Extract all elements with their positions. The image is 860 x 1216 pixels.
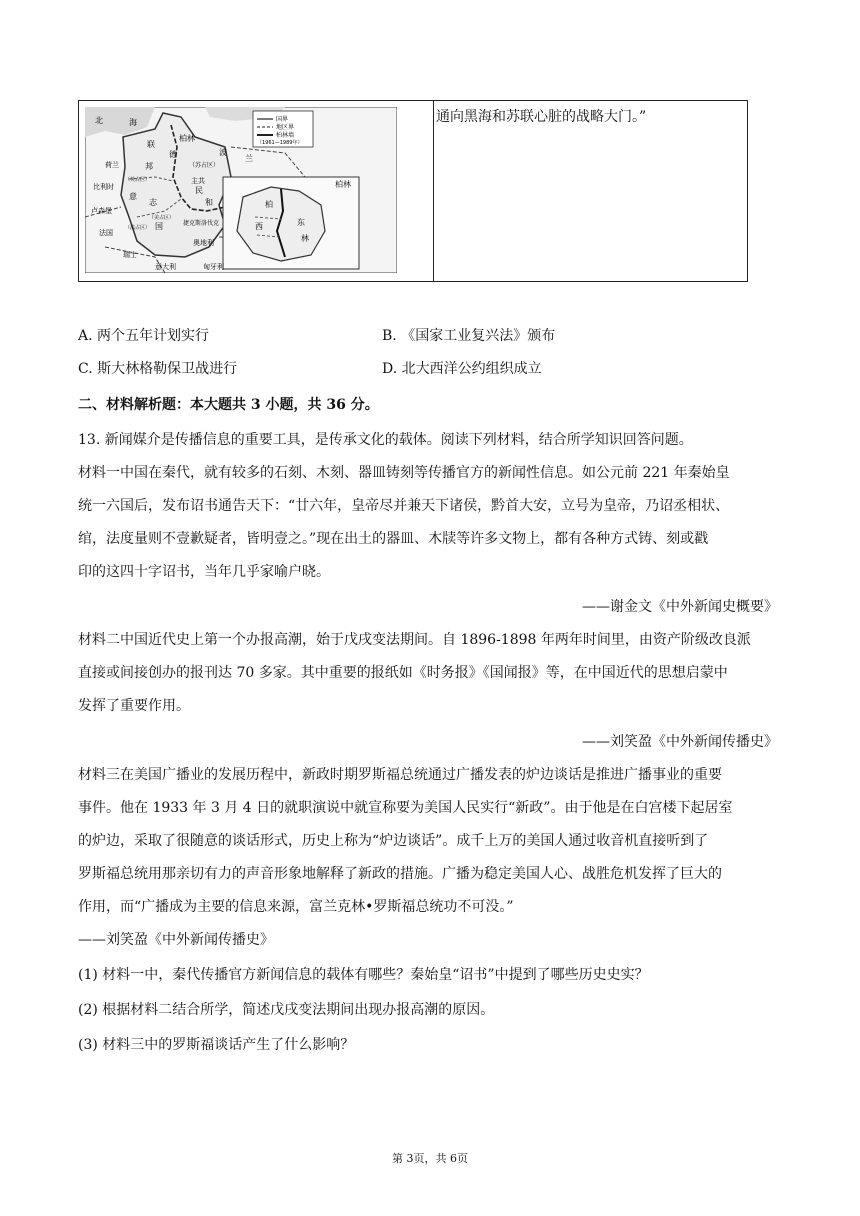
map-label-berlin: 柏林 (179, 134, 195, 143)
m2-line-2: 直接或间接创办的报刊达 70 多家。其中重要的报纸如《时务报》《国闻报》等，在中国近代的思想启蒙中 (78, 665, 728, 681)
legend-label-region: 地区界 (276, 124, 295, 131)
option-c: C. 斯大林格勒保卫战进行 (78, 361, 238, 377)
map-label-switzerland: 瑞士 (123, 251, 137, 259)
map-label-czech: 捷克斯洛伐克 (183, 220, 220, 227)
inset-label-bo: 柏 (265, 200, 273, 209)
map-label-french-zone: （法占区） (125, 225, 151, 231)
map-label-zhi: 志 (149, 198, 157, 207)
option-a: A. 两个五年计划实行 (78, 328, 210, 344)
m2-line-1: 材料二中国近代史上第一个办报高潮，始于戊戌变法期间。自 1896-1898 年两年时间里，由资产阶级改良派 (78, 632, 751, 648)
m3-line-2: 事件。他在 1933 年 3 月 4 日的就职演说中就宣称要为美国人民实行“新政”。由于他是在白宫楼下起居室 (78, 800, 733, 816)
m1-line-2: 统一六国后，发布诏书通告天下：“廿六年，皇帝尽并兼天下诸侯，黔首大安，立号为皇帝，乃诏丞相状、 (78, 498, 730, 514)
map-label-lan: 兰 (245, 154, 253, 163)
map-label-british-zone: （英占区） (125, 177, 151, 183)
map-label-north: 北 (95, 116, 103, 125)
m2-source: ——刘笑盈《中外新闻传播史》 (582, 734, 778, 750)
m3-line-4: 罗斯福总统用那亲切有力的声音形象地解释了新政的措施。广播为稳定美国人心、战胜危机发挥了巨大的 (78, 866, 722, 882)
option-b: B. 《国家工业复兴法》颁布 (382, 328, 556, 344)
map-label-austria: 奥地利 (193, 239, 214, 247)
map-label-bang: 邦 (145, 162, 153, 171)
m3-line-5: 作用，而“广播成为主要的信息来源，富兰克林•罗斯福总统功不可没。” (78, 899, 514, 915)
map-svg (85, 107, 397, 273)
inset-label-east: 东 (297, 218, 305, 227)
sub-question-2: (2) 根据材料二结合所学，简述戊戌变法期间出现办报高潮的原因。 (78, 1002, 495, 1018)
table-divider (433, 101, 434, 281)
m1-line-4: 印的这四十字诏书，当年几乎家喻户晓。 (78, 564, 330, 580)
inset-label-west: 西 (255, 222, 263, 231)
germany-division-map (85, 107, 397, 273)
legend-note: （1961—1989年） (257, 140, 303, 146)
m3-source: ——刘笑盈《中外新闻传播史》 (78, 932, 274, 948)
map-label-east-region: （苏占区） (189, 162, 220, 169)
map-label-france: 法国 (99, 229, 113, 237)
inset-label-berlin: 柏林 (335, 180, 351, 189)
m3-line-1: 材料三在美国广播业的发展历程中，新政时期罗斯福总统通过广播发表的炉边谈话是推进广播事业的重要 (78, 767, 722, 783)
map-label-lian: 联 (147, 140, 155, 149)
quote-cell: 通向黑海和苏联心脏的战略大门。” (436, 109, 647, 125)
question-table (78, 100, 748, 282)
map-label-netherlands: 荷兰 (105, 161, 119, 169)
map-label-hungary: 匈牙利 (203, 263, 224, 271)
legend-label-border: 国界 (276, 116, 289, 123)
section-heading: 二、材料解析题：本大题共 3 小题，共 36 分。 (78, 397, 379, 413)
map-label-zhugong: 主共 (191, 177, 205, 185)
m2-line-3: 发挥了重要作用。 (78, 698, 190, 714)
map-label-bo: 波 (219, 148, 227, 157)
map-label-italy: 意大利 (155, 263, 176, 271)
map-label-sea: 海 (129, 118, 137, 127)
sub-question-3: (3) 材料三中的罗斯福谈话产生了什么影响？ (78, 1037, 355, 1053)
m1-line-1: 材料一中国在秦代，就有较多的石刻、木刻、器皿铸刻等传播官方的新闻性信息。如公元前 221 年秦始皇 (78, 465, 730, 481)
map-label-belgium: 比利时 (93, 183, 114, 191)
q13-intro: 13. 新闻媒介是传播信息的重要工具，是传承文化的载体。阅读下列材料，结合所学知识回答问题。 (78, 432, 693, 448)
inset-label-lin: 林 (301, 234, 309, 243)
map-label-luxembourg: 卢森堡 (91, 207, 112, 215)
page-footer: 第 3页，共 6页 (392, 1152, 468, 1165)
sub-question-1: (1) 材料一中，秦代传播官方新闻信息的载体有哪些？秦始皇“诏书”中提到了哪些历史史实？ (78, 967, 649, 983)
m1-source: ——谢金文《中外新闻史概要》 (582, 599, 778, 615)
map-label-he: 和 (205, 198, 213, 207)
legend-label-wall: 柏林墙 (276, 132, 295, 139)
option-d: D. 北大西洋公约组织成立 (382, 361, 542, 377)
map-label-yi: 意 (129, 192, 137, 201)
m1-line-3: 绾，法度量则不壹歉疑者，皆明壹之。”现在出土的器皿、木牍等许多文物上，都有各种方式铸、刻或戳 (78, 531, 709, 547)
m3-line-3: 的炉边，采取了很随意的谈话形式，历史上称为“炉边谈话”。成千上万的美国人通过收音机直接听到了 (78, 833, 709, 849)
map-label-guo: 国 (155, 222, 163, 231)
map-label-de: 德 (169, 150, 177, 159)
map-label-min: 民 (195, 186, 203, 195)
map-label-us-zone: （美占区） (149, 215, 175, 221)
